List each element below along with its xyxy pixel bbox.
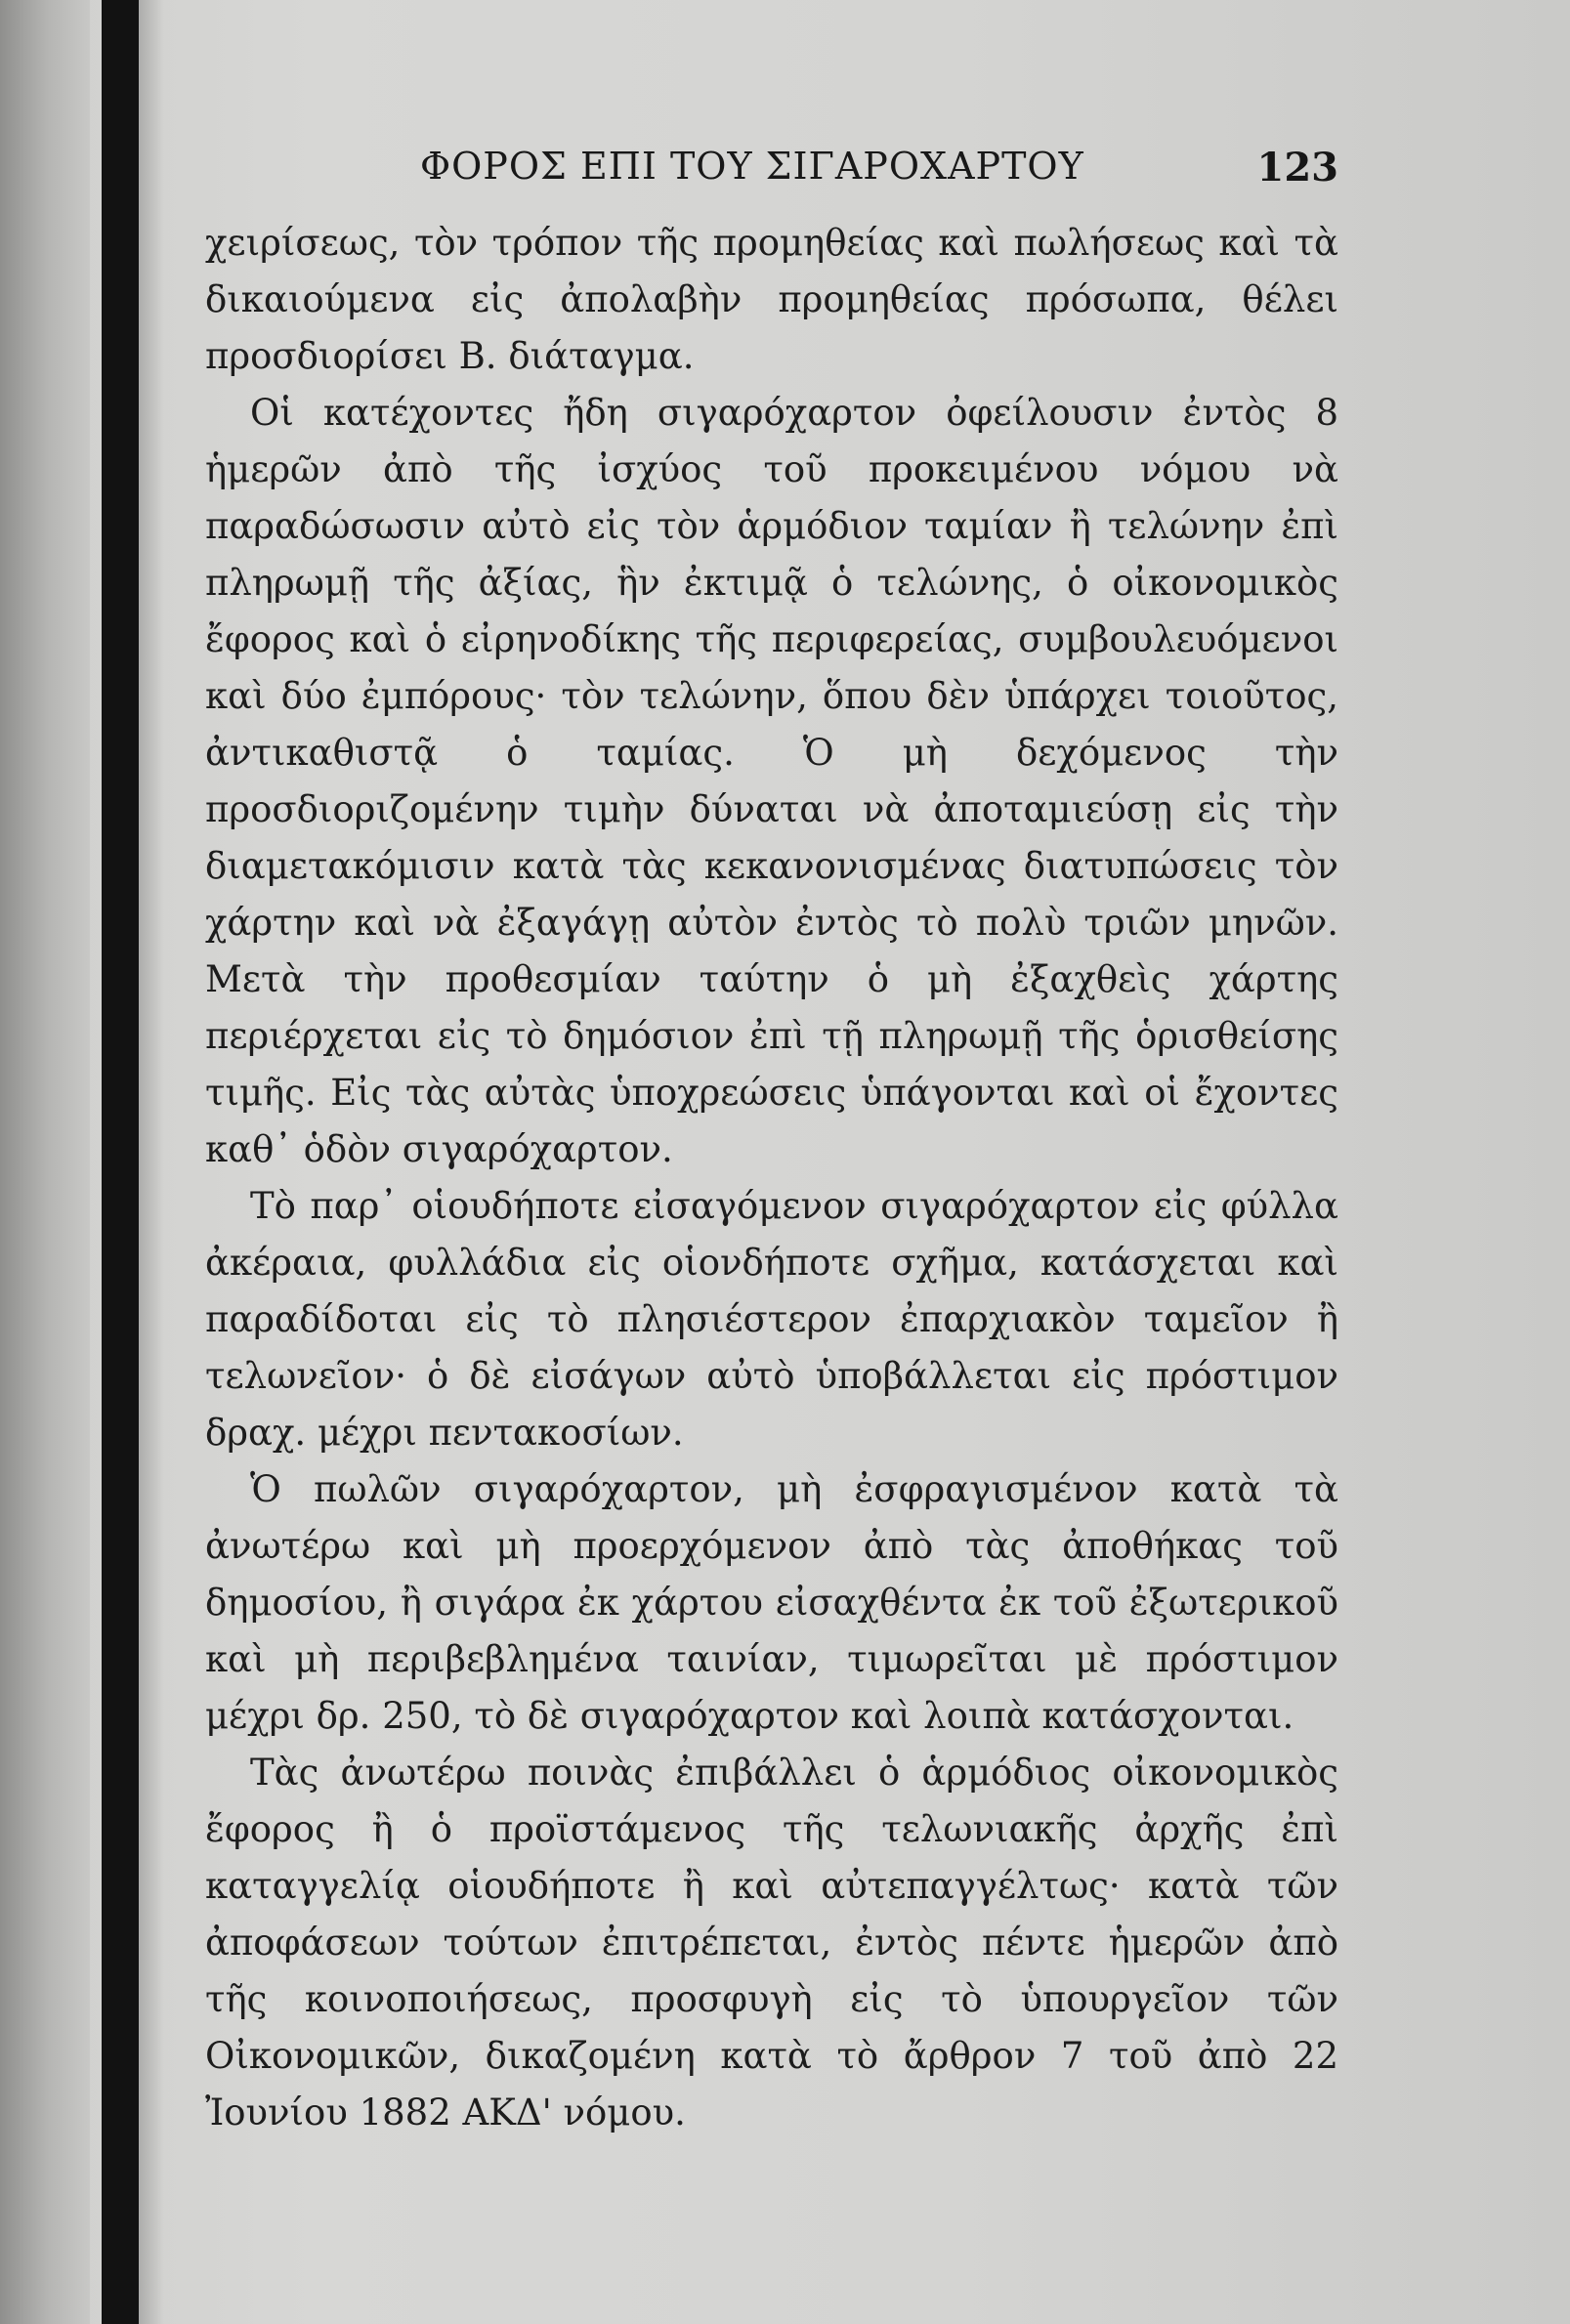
page-number: 123 bbox=[1256, 145, 1338, 190]
book-page bbox=[205, 137, 1338, 2141]
paragraph-penalties-appeal: Τὰς ἀνωτέρω ποινὰς ἐπιβάλλει ὁ ἁρμόδιος οἰκονομικὸς ἔφορος ἢ ὁ προϊστάμενος τῆς τελωνιακῆς ἀρχῆς ἐπὶ καταγγελίᾳ οἱουδήποτε ἢ καὶ αὐτεπαγγέλτως· κατὰ τῶν ἀποφάσεων τούτων ἐπιτρέπεται, ἐντὸς πέντε ἡμερῶν ἀπὸ τῆς κοινοποιήσεως, προσφυγὴ εἰς τὸ ὑπουργεῖον τῶν Οἰκονομικῶν, δικαζομένη κατὰ τὸ ἄρθρον 7 τοῦ ἀπὸ 22 Ἰουνίου 1882 ΑΚΔ' νόμου. bbox=[205, 1752, 1338, 2134]
paragraph-seller-penalty: Ὁ πωλῶν σιγαρόχαρτον, μὴ ἐσφραγισμένον κατὰ τὰ ἀνωτέρω καὶ μὴ προερχόμενον ἀπὸ τὰς ἀποθήκας τοῦ δημοσίου, ἢ σιγάρα ἐκ χάρτου εἰσαχθέντα ἐκ τοῦ ἐξωτερικοῦ καὶ μὴ περιβεβλημένα ταινίαν, τιμωρεῖται μὲ πρόστιμον μέχρι δρ. 250, τὸ δὲ σιγαρόχαρτον καὶ λοιπὰ κατάσχονται. bbox=[205, 1468, 1338, 1737]
running-title: ΦΟΡΟΣ ΕΠΙ ΤΟΥ ΣΙΓΑΡΟΧΑΡΤΟΥ bbox=[420, 145, 1084, 188]
body-text bbox=[205, 215, 1338, 2141]
running-header bbox=[205, 137, 1338, 209]
paragraph-imported-paper: Τὸ παρ᾽ οἱουδήποτε εἰσαγόμενον σιγαρόχαρτον εἰς φύλλα ἀκέραια, φυλλάδια εἰς οἱονδήποτε σχῆμα, κατάσχεται καὶ παραδίδοται εἰς τὸ πλησιέστερον ἐπαρχιακὸν ταμεῖον ἢ τελωνεῖον· ὁ δὲ εἰσάγων αὐτὸ ὑποβάλλεται εἰς πρόστιμον δραχ. μέχρι πεντακοσίων. bbox=[205, 1185, 1338, 1454]
book-gutter bbox=[0, 0, 90, 2324]
paragraph-holders-of-paper: Οἱ κατέχοντες ἤδη σιγαρόχαρτον ὀφείλουσιν ἐντὸς 8 ἡμερῶν ἀπὸ τῆς ἰσχύος τοῦ προκειμένου νόμου νὰ παραδώσωσιν αὐτὸ εἰς τὸν ἁρμόδιον ταμίαν ἢ τελώνην ἐπὶ πληρωμῇ τῆς ἀξίας, ἣν ἐκτιμᾷ ὁ τελώνης, ὁ οἰκονομικὸς ἔφορος καὶ ὁ εἰρηνοδίκης τῆς περιφερείας, συμβουλευόμενοι καὶ δύο ἐμπόρους· τὸν τελώνην, ὅπου δὲν ὑπάρχει τοιοῦτος, ἀντικαθιστᾷ ὁ ταμίας. Ὁ μὴ δεχόμενος τὴν προσδιοριζομένην τιμὴν δύναται νὰ ἀποταμιεύσῃ εἰς τὴν διαμετακόμισιν κατὰ τὰς κεκανονισμένας διατυπώσεις τὸν χάρτην καὶ νὰ ἐξαγάγῃ αὐτὸν ἐντὸς τὸ πολὺ τριῶν μηνῶν. Μετὰ τὴν προθεσμίαν ταύτην ὁ μὴ ἐξαχθεὶς χάρτης περιέρχεται εἰς τὸ δημόσιον ἐπὶ τῇ πληρωμῇ τῆς ὁρισθείσης τιμῆς. Εἰς τὰς αὐτὰς ὑποχρεώσεις ὑπάγονται καὶ οἱ ἔχοντες καθ᾽ ὁδὸν σιγαρόχαρτον. bbox=[205, 392, 1338, 1170]
spine-shadow bbox=[139, 0, 164, 2324]
paragraph-continued: χειρίσεως, τὸν τρόπον τῆς προμηθείας καὶ πωλήσεως καὶ τὰ δικαιούμενα εἰς ἀπολαβὴν προμηθείας πρόσωπα, θέλει προσδιορίσει Β. διάταγμα. bbox=[205, 222, 1338, 377]
book-spine-edge bbox=[102, 0, 139, 2324]
